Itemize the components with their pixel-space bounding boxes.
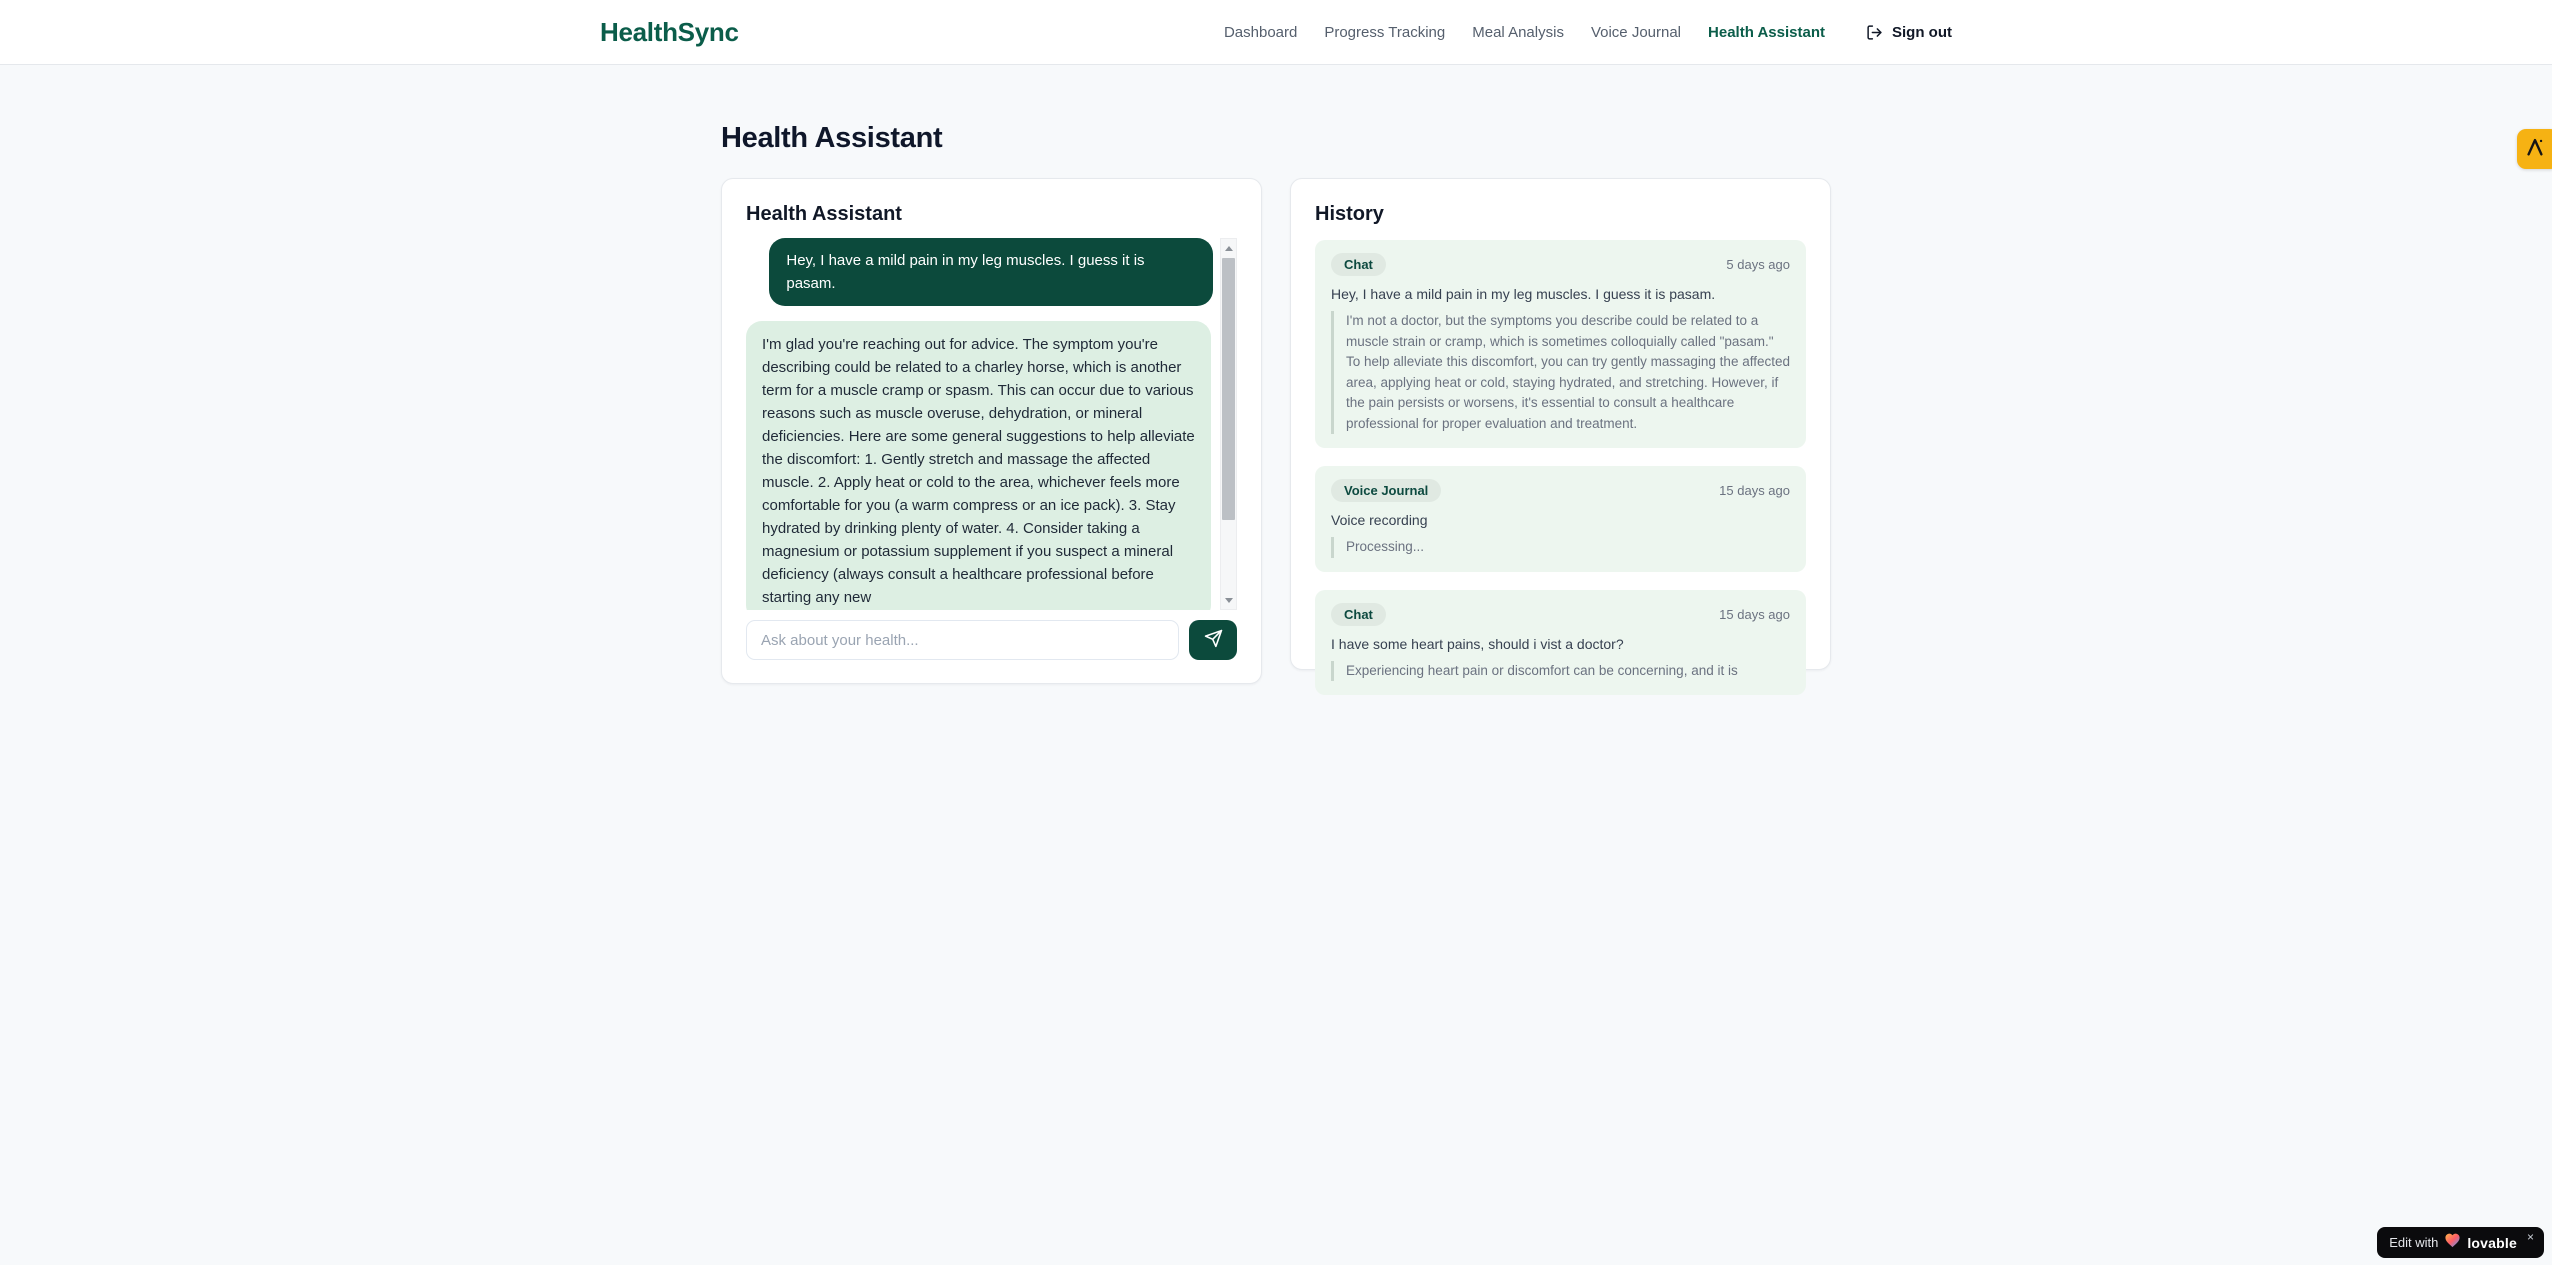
history-title: History (1315, 203, 1384, 225)
entry-timestamp: 5 days ago (1726, 257, 1790, 272)
history-entry-header (1331, 253, 1790, 276)
nav-item-dashboard[interactable]: Dashboard (1223, 23, 1298, 41)
edit-with-lovable-badge[interactable] (2377, 1227, 2544, 1258)
history-entry[interactable] (1315, 240, 1806, 448)
app-logo[interactable]: HealthSync (600, 16, 739, 47)
chat-scrollbar[interactable] (1220, 238, 1237, 610)
entry-message: Voice recording (1331, 512, 1428, 528)
history-entry-header (1331, 479, 1790, 502)
header-container (600, 17, 1952, 48)
entry-response-quote: I'm not a doctor, but the symptoms you describe could be related to a muscle strain or cramp, which is sometimes colloquially called "pasam." To help alleviate this discomfort, you can try gently massaging the affected area, applying heat or cold, staying hydrated, and stretching. However, if the pain persists or worsens, it's essential to consult a healthcare professional for proper evaluation and treatment. (1331, 311, 1790, 434)
sign-out-button[interactable] (1866, 24, 1952, 41)
entry-response-quote: Experiencing heart pain or discomfort can be concerning, and it is (1331, 661, 1790, 682)
page-title: Health Assistant (721, 122, 943, 154)
scroll-down-arrow-icon[interactable] (1221, 592, 1236, 608)
scroll-up-arrow-icon[interactable] (1221, 240, 1236, 256)
heart-icon (2444, 1232, 2461, 1253)
nav-item-health-assistant[interactable]: Health Assistant (1708, 23, 1825, 41)
health-question-input[interactable] (746, 620, 1179, 660)
chat-message-user: Hey, I have a mild pain in my leg muscles. I guess it is pasam. (769, 238, 1213, 306)
main-content (721, 65, 1831, 684)
nav-item-meal-analysis[interactable]: Meal Analysis (1472, 23, 1564, 41)
entry-message: Hey, I have a mild pain in my leg muscles. I guess it is pasam. (1331, 286, 1716, 302)
chat-card-title: Health Assistant (746, 203, 902, 225)
history-entry[interactable] (1315, 590, 1806, 696)
entry-type-badge: Chat (1331, 603, 1386, 626)
lovable-wordmark: lovable (2467, 1234, 2517, 1251)
history-list (1315, 240, 1806, 695)
log-out-icon (1866, 24, 1883, 41)
history-entry-header (1331, 603, 1790, 626)
send-button[interactable] (1189, 620, 1237, 660)
nav-item-voice-journal[interactable]: Voice Journal (1590, 23, 1682, 41)
send-icon (1204, 629, 1223, 651)
scrollbar-thumb[interactable] (1222, 258, 1235, 520)
lovable-edge-badge[interactable] (2517, 129, 2552, 169)
chat-input-row (746, 620, 1237, 660)
entry-message: I have some heart pains, should i vist a doctor? (1331, 635, 1624, 652)
entry-type-badge: Voice Journal (1331, 479, 1441, 502)
content-grid (721, 178, 1831, 684)
lovable-logo-icon (2524, 136, 2546, 163)
entry-timestamp: 15 days ago (1719, 483, 1790, 498)
entry-response-quote: Processing... (1331, 537, 1790, 558)
health-assistant-chat-card (721, 178, 1262, 684)
edit-with-label: Edit with (2389, 1235, 2439, 1250)
nav-item-progress-tracking[interactable]: Progress Tracking (1324, 23, 1446, 41)
top-navbar (0, 0, 2552, 65)
main-nav (1224, 24, 1952, 41)
chat-messages-scroll-region[interactable] (746, 238, 1237, 610)
sign-out-label: Sign out (1892, 23, 1952, 41)
history-card (1290, 178, 1831, 678)
entry-type-badge: Chat (1331, 253, 1386, 276)
close-icon[interactable]: × (2526, 1230, 2534, 1244)
entry-timestamp: 15 days ago (1719, 606, 1790, 622)
chat-messages-area (746, 238, 1237, 610)
history-entry[interactable] (1315, 466, 1806, 572)
chat-message-assistant: I'm glad you're reaching out for advice. The symptom you're describing could be related to a charley horse, which is another term for a muscle cramp or spasm. This can occur due to various reasons such as muscle overuse, dehydration, or mineral deficiencies. Here are some general suggestions to help alleviate the discomfort: 1. Gently stretch and massage the affected muscle. 2. Apply heat or cold to the area, whichever feels more comfortable for you (a warm compress or an ice pack). 3. Stay hydrated by drinking plenty of water. 4. Consider taking a magnesium or potassium supplement if you suspect a mineral deficiency (always consult a healthcare professional before starting any new (746, 321, 1211, 610)
